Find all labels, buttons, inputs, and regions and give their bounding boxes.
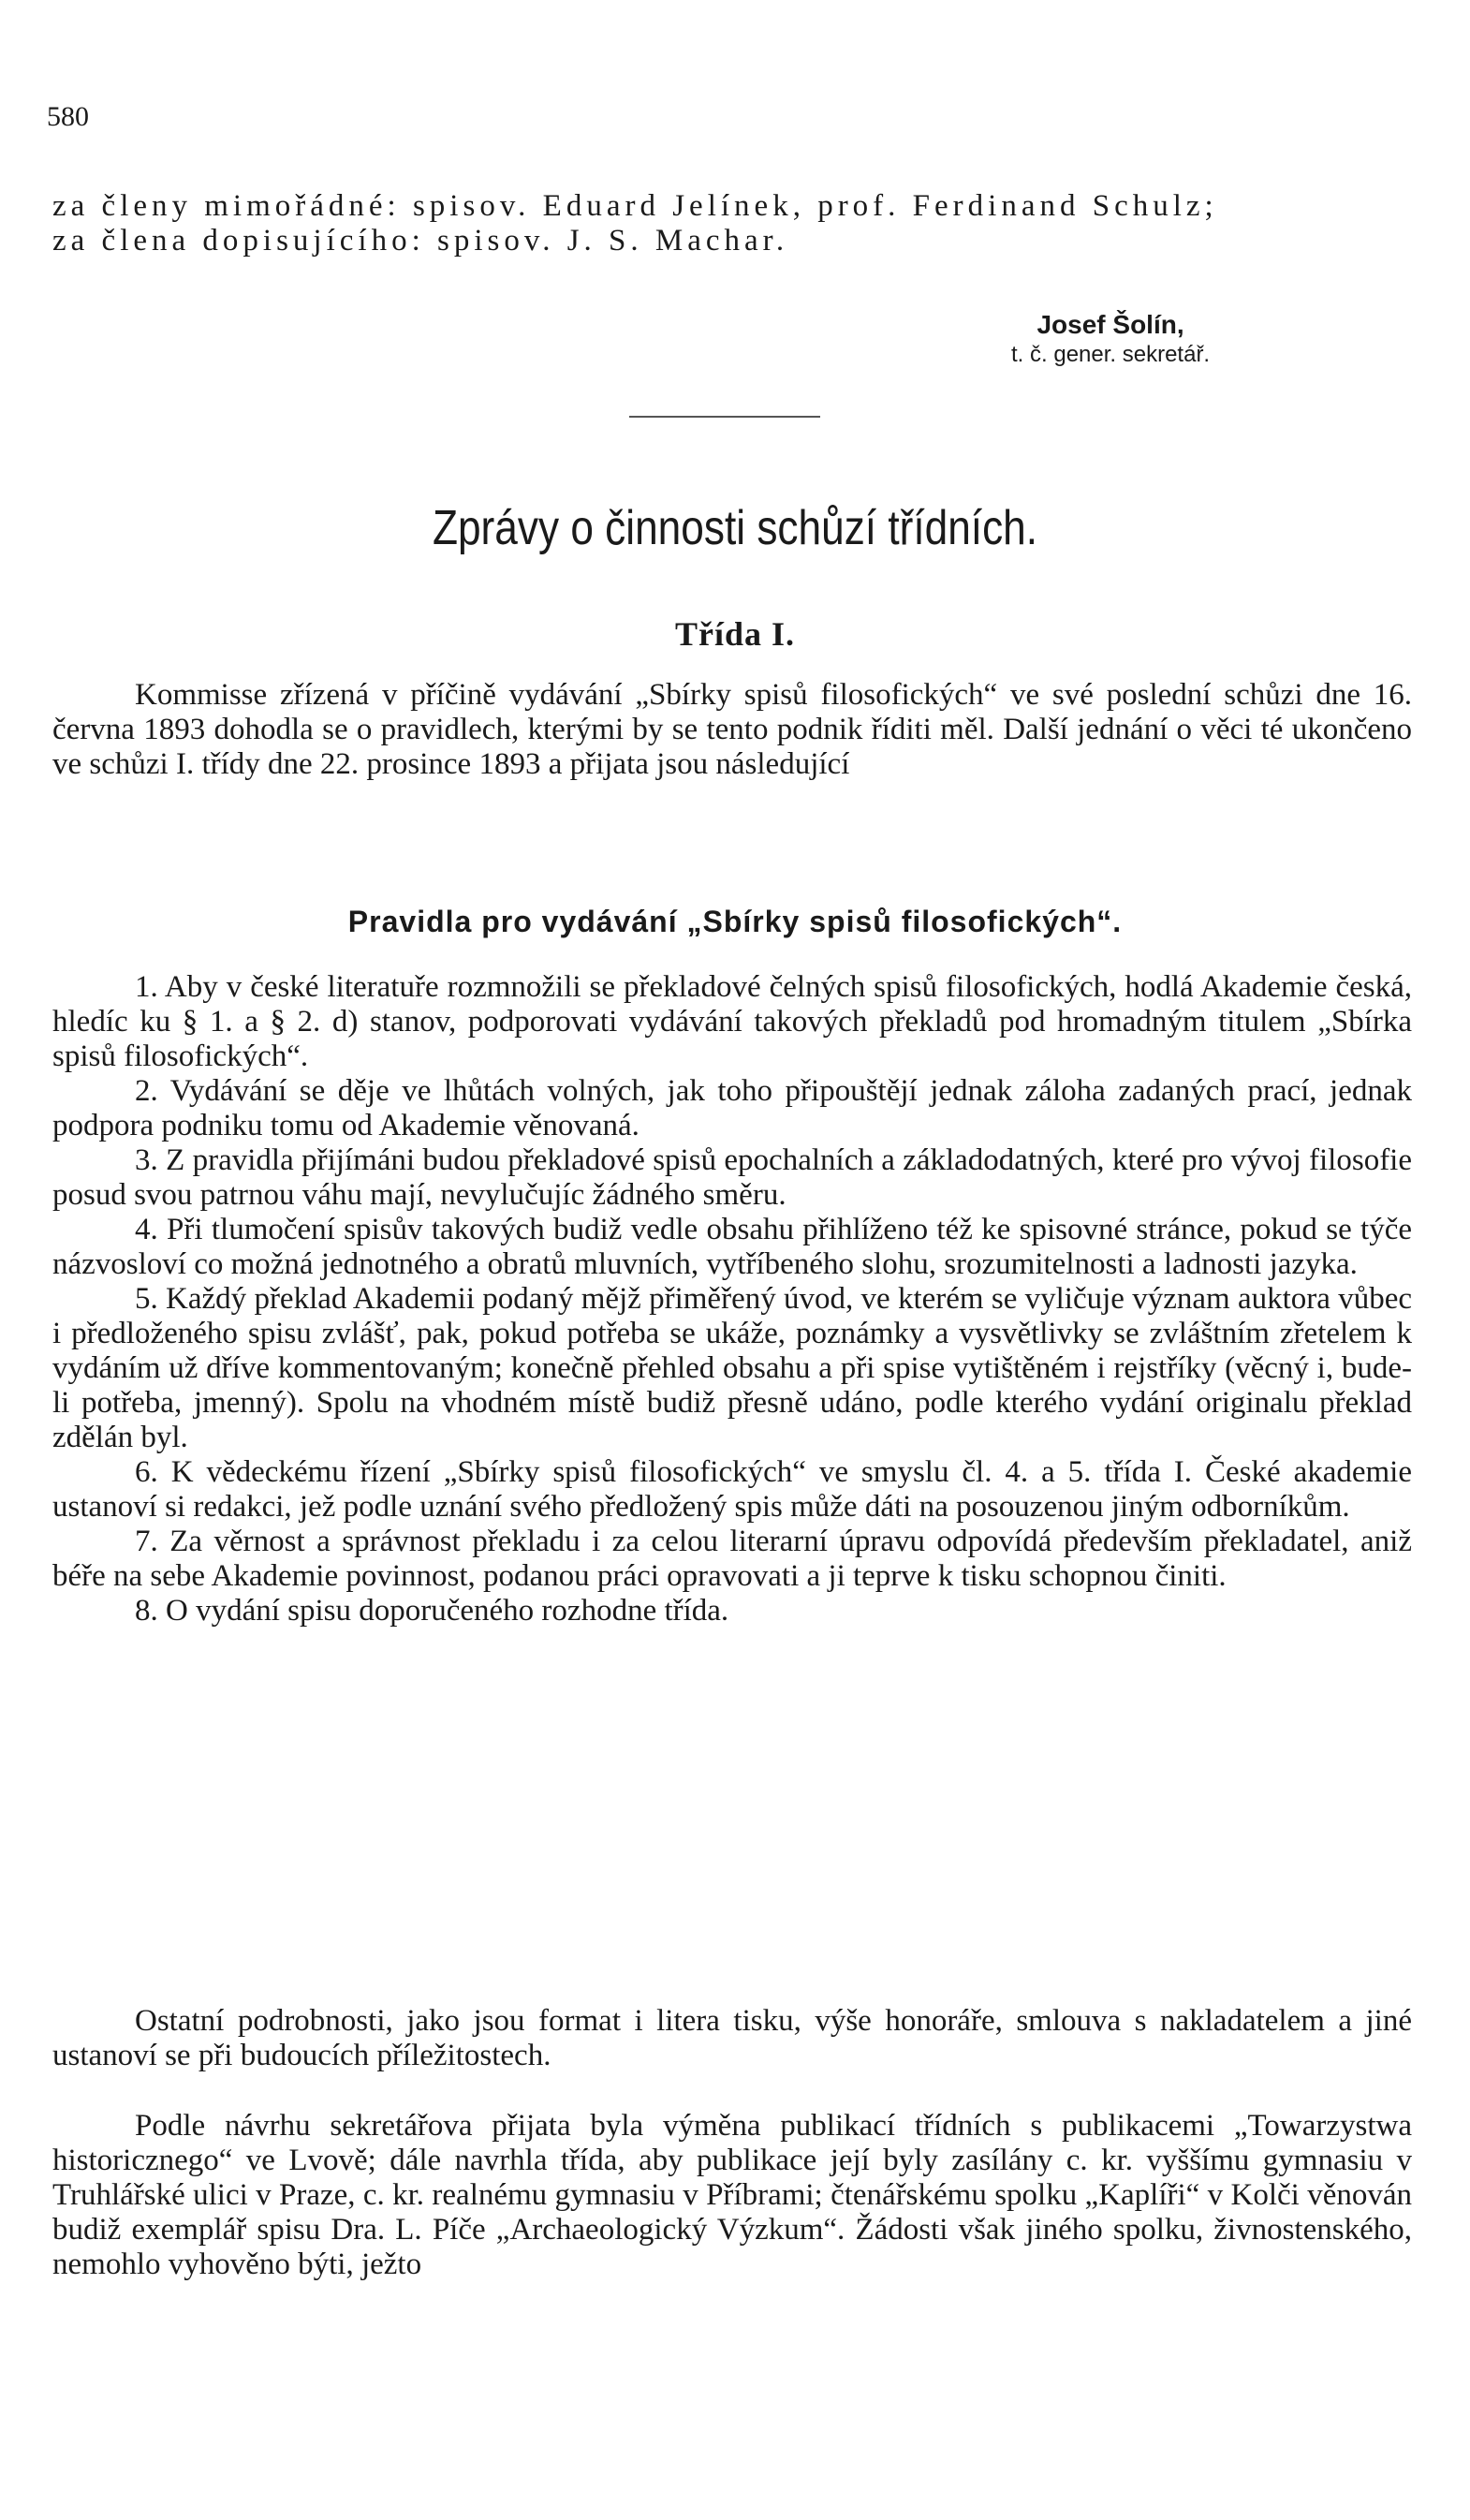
rules-list [52, 970, 1412, 1628]
signature-name: Josef Šolín, [1036, 310, 1184, 339]
members-list [52, 189, 1412, 258]
signature-title: t. č. gener. sekretář. [1011, 342, 1211, 367]
corresponding-member-line: za člena dopisujícího: spisov. J. S. Machar. [52, 224, 789, 258]
rule-item: 2. Vydávání se děje ve lhůtách volných, jak toho připouštějí jednak záloha zadaných prací, jednak podpora podniku tomu od Akademie věnovaná. [52, 1074, 1412, 1142]
rule-item: 8. O vydání spisu doporučeného rozhodne třída. [135, 1594, 729, 1628]
rule-item: 3. Z pravidla přijímáni budou překladové spisů epochalních a základodatných, které pro vývoj filosofie posud svou patrnou váhu mají, nevylučujíc žádného směru. [52, 1143, 1412, 1212]
extraordinary-members-line: za členy mimořádné: spisov. Eduard Jelínek, prof. Ferdinand Schulz; [52, 189, 1218, 223]
rule-item: 6. K vědeckému řízení „Sbírky spisů filosofických“ ve smyslu čl. 4. a 5. třída I. České akademie ustanoví si redakci, jež podle uznání svého předložený spis může dáti na posouzenou jiným odborníkům. [52, 1455, 1412, 1524]
rule-item: 7. Za věrnost a správnost překladu i za celou literarní úpravu odpovídá především překladatel, aniž béře na sebe Akademie povinnost, podanou práci opravovati a ji teprve k tisku schopnou činiti. [52, 1525, 1412, 1593]
final-paragraph: Podle návrhu sekretářova přijata byla výměna publikací třídních s publikacemi „Towarzystwa historicznego“ ve Lvově; dále navrhla třída, aby publikace její byly zasílány c. kr. vyššímu gymnasiu v Truhlářské ulici v Praze, c. kr. realnému gymnasiu v Příbrami; čtenářskému spolku „Kaplíři“ v Kolči věnován budiž exemplář spisu Dra. L. Píče „Archaeologický Výzkum“. Žádosti však jiného spolku, živnostenského, nemohlo vyhověno býti, ježto [52, 2109, 1412, 2281]
rules-heading: Pravidla pro vydávání „Sbírky spisů filosofických“. [347, 905, 1123, 938]
intro-paragraph: Kommisse zřízená v příčině vydávání „Sbírky spisů filosofických“ ve své poslední schůzi dne 16. června 1893 dohodla se o pravidlech, kterými by se tento podnik říditi měl. Další jednání o věci té ukončeno ve schůzi I. třídy dne 22. prosince 1893 a přijata jsou následující [52, 678, 1412, 781]
signature-block [1011, 309, 1210, 369]
rule-item: 4. Při tlumočení spisův takových budiž vedle obsahu přihlíženo též ke spisovné stránce, pokud se týče názvosloví co možná jednotného a obratů mluvních, vytříbeného slohu, srozumitelnosti a ladnosti jazyka. [52, 1213, 1412, 1281]
section-divider [629, 416, 820, 418]
class-heading: Třída I. [674, 615, 796, 653]
rule-item: 1. Aby v české literatuře rozmnožili se překladové čelných spisů filosofických, hodlá Akademie česká, hledíc ku § 1. a § 2. d) stanov, podporovati vydávání takových překladů pod hromadným titulem „Sbírka spisů filosofických“. [52, 970, 1412, 1073]
page-number: 580 [47, 101, 89, 132]
section-heading: Zprávy o činnosti schůzí třídních. [432, 501, 1038, 555]
closing-paragraph: Ostatní podrobnosti, jako jsou format i litera tisku, výše honoráře, smlouva s nakladatelem a jiné ustanoví se při budoucích příležitostech. [52, 2004, 1412, 2072]
rule-item: 5. Každý překlad Akademii podaný mějž přiměřený úvod, ve kterém se vyličuje význam auktora vůbec i předloženého spisu zvlášť, pak, pokud potřeba se ukáže, poznámky a vysvětlivky se zvláštním zřetelem k vydáním už dříve kommentovaným; konečně přehled obsahu a při spise vytištěném i rejstříky (věcný i, bude-li potřeba, jmenný). Spolu na vhodném místě budiž přesně udáno, podle kterého vydání originalu překlad zdělán byl. [52, 1282, 1412, 1454]
